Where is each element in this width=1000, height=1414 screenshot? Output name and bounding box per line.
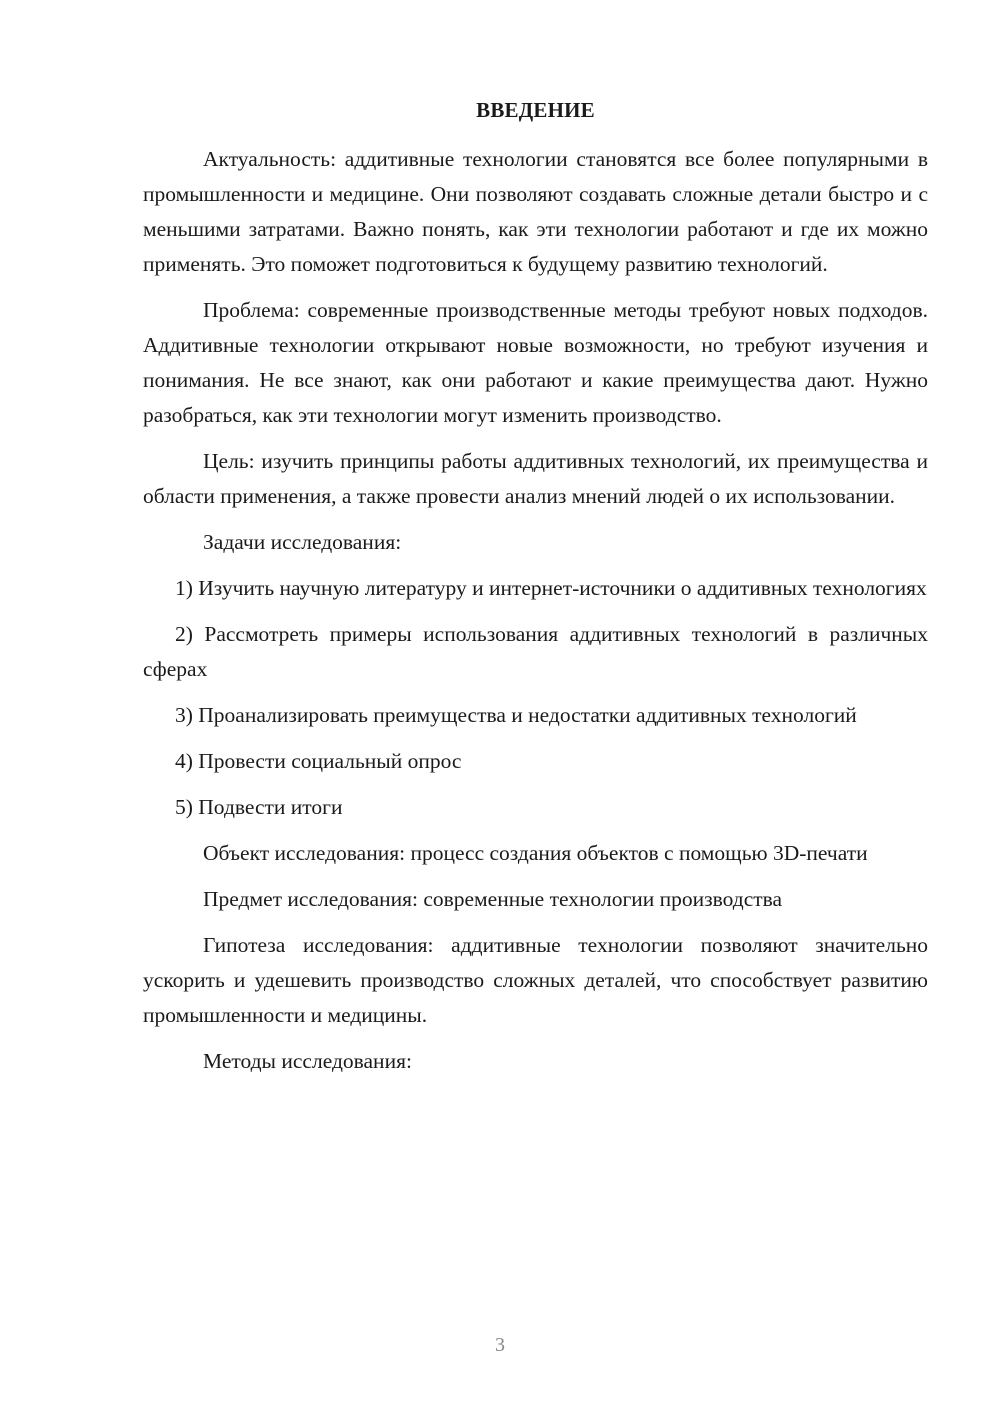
- task-item-1: 1) Изучить научную литературу и интернет-источники о аддитивных технологиях: [175, 576, 927, 600]
- paragraph-subject: Предмет исследования: современные технологии производства: [203, 887, 783, 911]
- paragraph-problem: Проблема: современные производственные методы требуют новых подходов. Аддитивные технологии открывают новые возможности, но требуют изучения и понимания. Не все знают, как они работают и какие преимущества дают. Нужно разобраться, как эти технологии могут изменить производство.: [143, 298, 928, 427]
- document-page: [143, 96, 928, 1090]
- paragraph-tasks-title: Задачи исследования:: [203, 530, 402, 554]
- page-number: 3: [495, 1334, 505, 1356]
- task-item-3: 3) Проанализировать преимущества и недостатки аддитивных технологий: [175, 703, 857, 727]
- paragraph-methods: Методы исследования:: [203, 1049, 412, 1073]
- paragraph-hypothesis: Гипотеза исследования: аддитивные технологии позволяют значительно ускорить и удешевить производство сложных деталей, что способствует развитию промышленности и медицины.: [143, 933, 928, 1027]
- paragraph-object: Объект исследования: процесс создания объектов с помощью 3D-печати: [203, 841, 868, 865]
- task-item-4: 4) Провести социальный опрос: [175, 749, 462, 773]
- paragraph-relevance: Актуальность: аддитивные технологии становятся все более популярными в промышленности и медицине. Они позволяют создавать сложные детали быстро и с меньшими затратами. Важно понять, как эти технологии работают и где их можно применять. Это поможет подготовиться к будущему развитию технологий.: [143, 147, 928, 276]
- task-item-2: 2) Рассмотреть примеры использования аддитивных технологий в различных сферах: [143, 622, 928, 681]
- task-item-5: 5) Подвести итоги: [175, 795, 343, 819]
- section-heading: ВВЕДЕНИЕ: [476, 98, 595, 122]
- paragraph-goal: Цель: изучить принципы работы аддитивных технологий, их преимущества и области применения, а также провести анализ мнений людей о их использовании.: [143, 449, 928, 508]
